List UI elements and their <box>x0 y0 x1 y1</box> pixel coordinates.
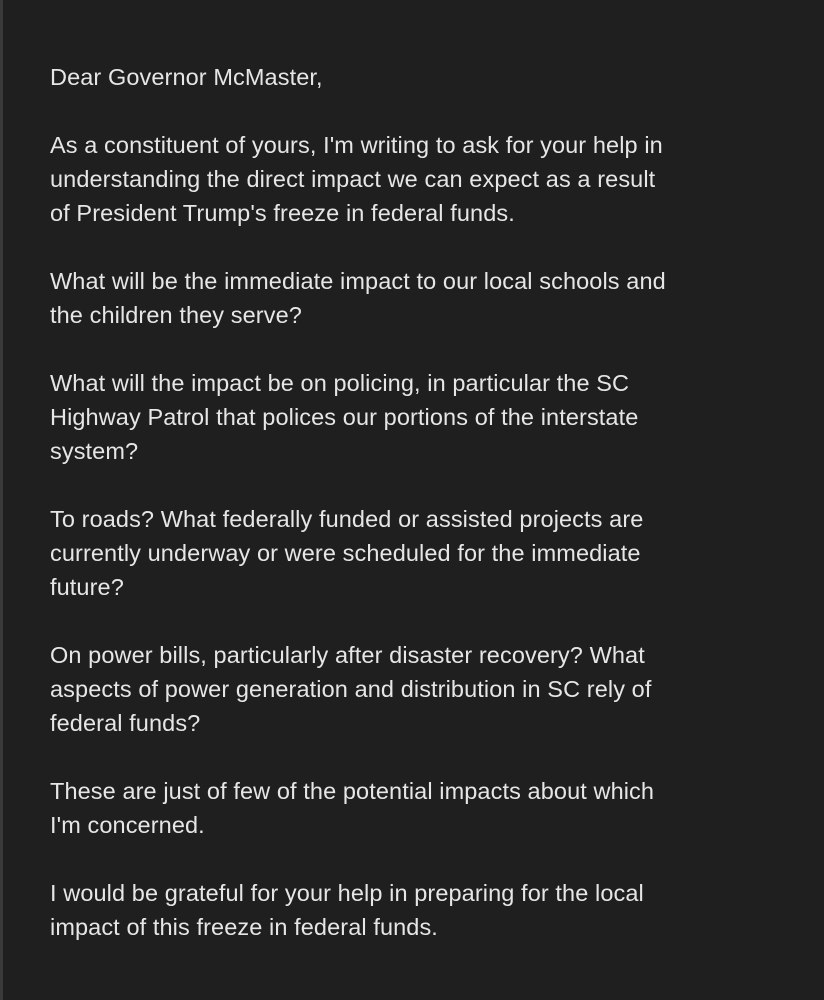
paragraph-concerns: These are just of few of the potential impacts about which I'm concerned. <box>50 778 655 838</box>
paragraph-roads: To roads? What federally funded or assisted projects are currently underway or were scheduled for the immediate future? <box>50 506 644 600</box>
paragraph-schools: What will be the immediate impact to our local schools and the children they serve? <box>50 268 666 328</box>
paragraph-policing: What will the impact be on policing, in particular the SC Highway Patrol that polices our portions of the interstate system? <box>50 370 639 464</box>
salutation: Dear Governor McMaster, <box>50 64 323 90</box>
window-left-border <box>0 0 3 1000</box>
message-body-text[interactable] <box>50 60 790 978</box>
paragraph-closing: I would be grateful for your help in preparing for the local impact of this freeze in federal funds. <box>50 880 644 940</box>
paragraph-power: On power bills, particularly after disaster recovery? What aspects of power generation and distribution in SC rely of federal funds? <box>50 642 652 736</box>
paragraph-intro: As a constituent of yours, I'm writing to ask for your help in understanding the direct impact we can expect as a result of President Trump's freeze in federal funds. <box>50 132 663 226</box>
